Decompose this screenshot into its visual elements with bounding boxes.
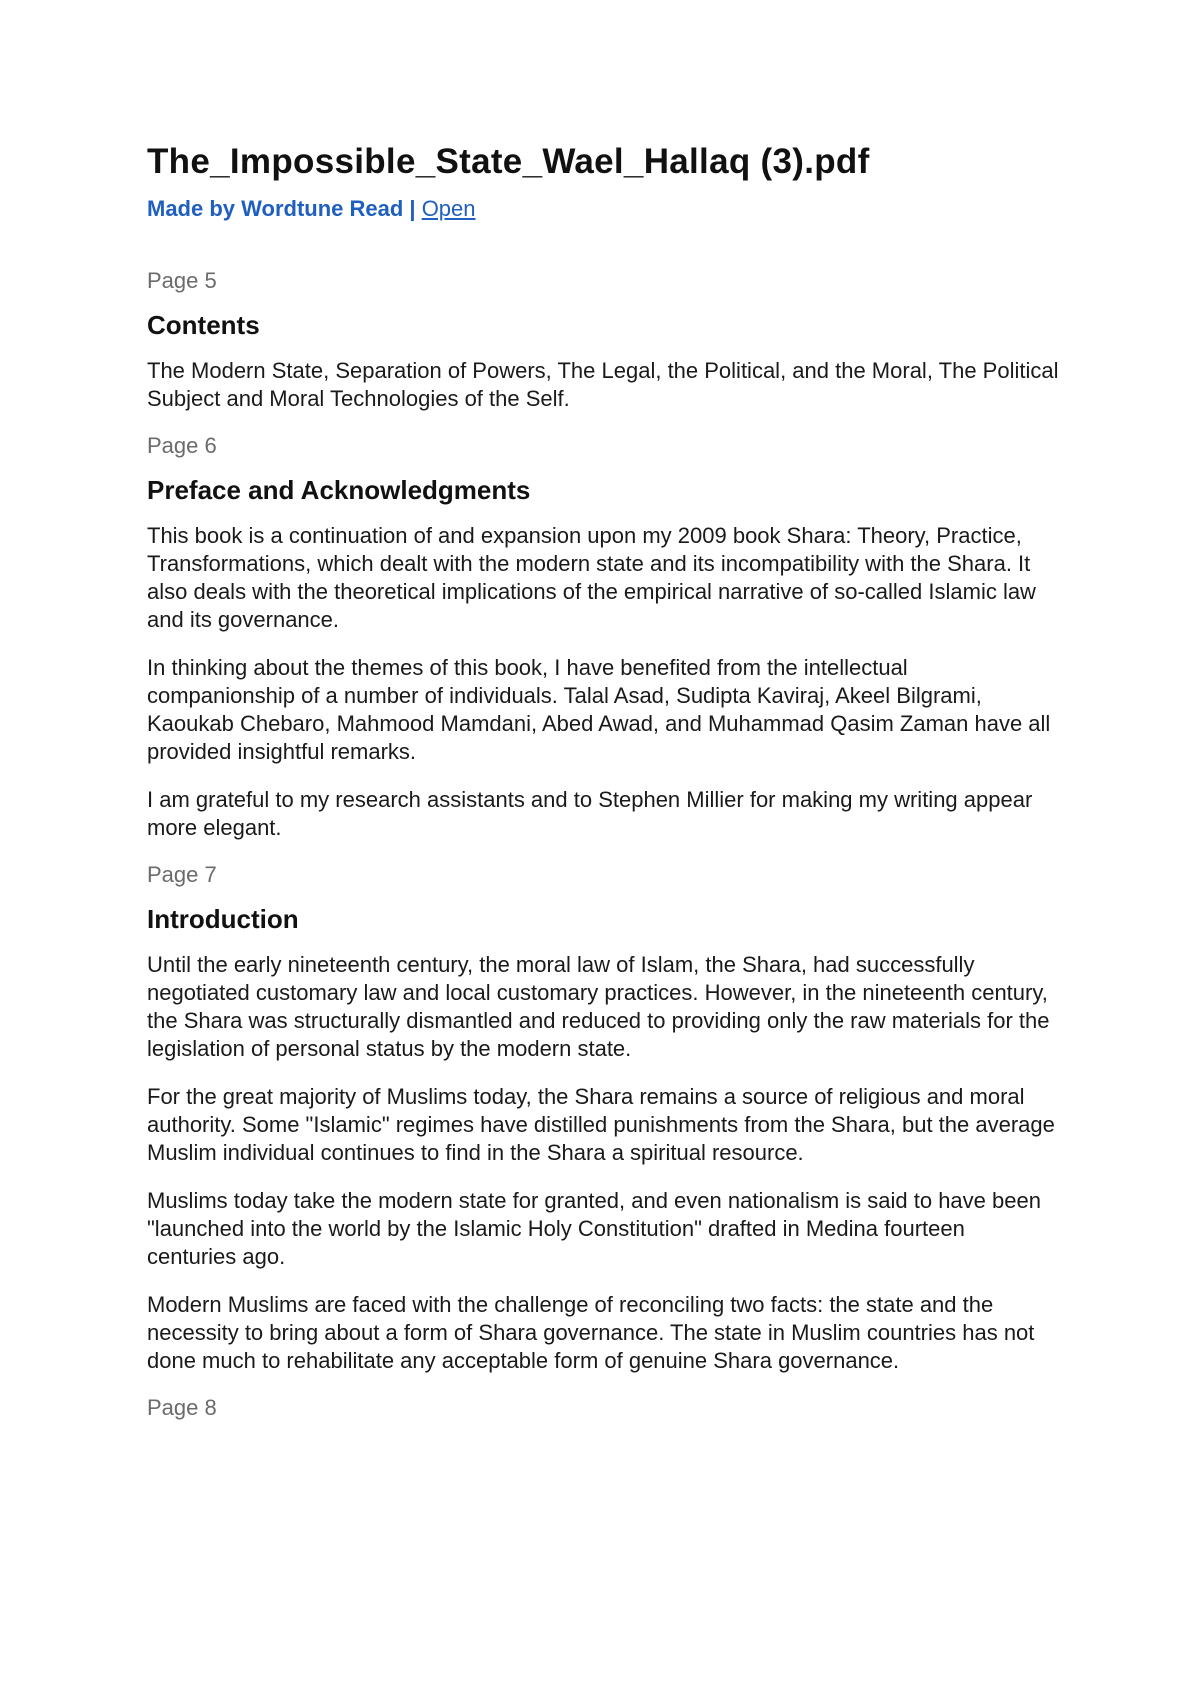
paragraph: Muslims today take the modern state for granted, and even nationalism is said to have been "launched into the world by the Islamic Holy Constitution" drafted in Medina fourteen centuries ago. [147,1188,1041,1269]
page-label: Page 6 [147,433,217,458]
paragraph: This book is a continuation of and expansion upon my 2009 book Shara: Theory, Practice, Transformations, which dealt with the modern state and its incompatibility with the Shara. It also deals with the theoretical implications of the empirical narrative of so-called Islamic law and its governance. [147,523,1036,632]
paragraph: I am grateful to my research assistants and to Stephen Millier for making my writing appear more elegant. [147,787,1033,840]
made-by-line [147,196,1060,222]
document-title: The_Impossible_State_Wael_Hallaq (3).pdf [147,142,870,181]
paragraph: Modern Muslims are faced with the challenge of reconciling two facts: the state and the necessity to bring about a form of Shara governance. The state in Muslim countries has not done much to rehabilitate any acceptable form of genuine Shara governance. [147,1292,1035,1373]
paragraph: The Modern State, Separation of Powers, The Legal, the Political, and the Moral, The Political Subject and Moral Technologies of the Self. [147,358,1059,411]
made-by-label: Made by Wordtune Read | [147,196,416,221]
section-page-8 [147,1395,1060,1421]
page-label: Page 5 [147,268,217,293]
section-page-6 [147,433,1060,842]
section-heading-introduction: Introduction [147,904,299,934]
page-label: Page 7 [147,862,217,887]
section-heading-preface: Preface and Acknowledgments [147,475,531,505]
open-link[interactable]: Open [421,196,476,221]
paragraph: For the great majority of Muslims today, the Shara remains a source of religious and moral authority. Some "Islamic" regimes have distilled punishments from the Shara, but the average Muslim individual continues to find in the Shara a spiritual resource. [147,1084,1055,1165]
page-label: Page 8 [147,1395,217,1420]
paragraph: In thinking about the themes of this book, I have benefited from the intellectual companionship of a number of individuals. Talal Asad, Sudipta Kaviraj, Akeel Bilgrami, Kaoukab Chebaro, Mahmood Mamdani, Abed Awad, and Muhammad Qasim Zaman have all provided insightful remarks. [147,655,1051,764]
section-page-5 [147,268,1060,413]
section-page-7 [147,862,1060,1375]
section-heading-contents: Contents [147,310,260,340]
paragraph: Until the early nineteenth century, the moral law of Islam, the Shara, had successfully negotiated customary law and local customary practices. However, in the nineteenth century, the Shara was structurally dismantled and reduced to providing only the raw materials for the legislation of personal status by the modern state. [147,952,1050,1061]
